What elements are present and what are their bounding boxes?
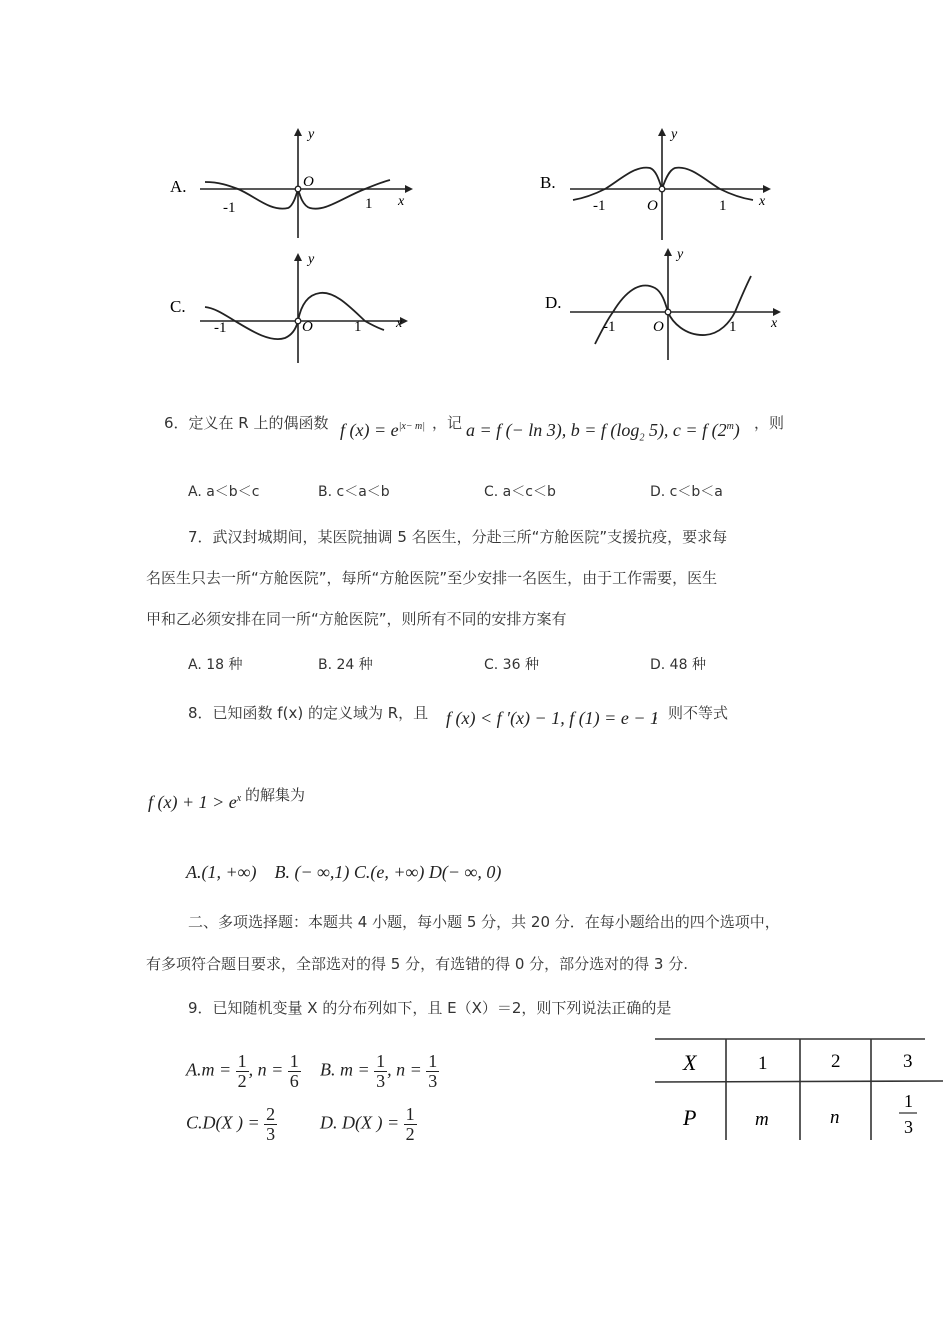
table-x-1: 1 (758, 1053, 768, 1074)
graph-d-yaxis: y (677, 247, 684, 262)
q6-defs2: 5), c = f (2 (644, 420, 727, 440)
q8-ineq-suffix: 的解集为 (245, 786, 306, 804)
graph-c-xaxis: x (396, 316, 403, 331)
graph-b-xaxis: x (759, 194, 766, 209)
q9-option-a[interactable] (186, 1052, 301, 1091)
graph-d-origin: O (653, 319, 664, 335)
q9-opt-a-m-den: 2 (237, 1070, 247, 1091)
graph-a-label: A. (170, 177, 187, 196)
q8-ineq: f (x) + 1 > e (148, 792, 237, 812)
q9-opt-b-n-num: 1 (428, 1051, 438, 1071)
q8-suffix: ，则不等式 (653, 704, 729, 722)
graph-b-pos: 1 (719, 198, 727, 214)
q9-opt-b-m-den: 3 (376, 1070, 386, 1091)
q9-opt-b-n-den: 3 (428, 1070, 438, 1091)
q6-defs-sup: m (726, 421, 734, 432)
q9-opt-a-n-frac (288, 1052, 301, 1091)
table-x-3: 3 (903, 1051, 913, 1072)
q9-opt-b-m-frac (374, 1052, 387, 1091)
table-p-header: P (683, 1105, 697, 1130)
graph-d-neg: -1 (603, 319, 616, 335)
graph-b (535, 120, 795, 250)
table-p-3-den: 3 (904, 1117, 913, 1137)
q9-opt-d-den: 2 (405, 1123, 415, 1144)
table-x-header: X (683, 1050, 697, 1075)
q6-mid: ，记 (432, 414, 463, 432)
graph-c-yaxis: y (308, 252, 315, 267)
q9-opt-a-m-num: 1 (237, 1051, 247, 1071)
graph-b-yaxis: y (671, 127, 678, 142)
graph-b-origin: O (647, 198, 658, 214)
graph-a-origin: O (303, 174, 314, 190)
table-p-2: n (830, 1107, 840, 1128)
graph-a-xaxis: x (398, 194, 405, 209)
q6-defs: a = f (− ln 3), b = f (log (466, 420, 640, 440)
q6-suffix: ，则 (754, 414, 785, 432)
q6-option-b[interactable]: B. c＜a＜b (318, 484, 390, 500)
graph-c-neg: -1 (214, 320, 227, 336)
q6-option-c[interactable]: C. a＜c＜b (484, 484, 556, 500)
q9-opt-c-num: 2 (266, 1104, 276, 1124)
q9-opt-d-num: 1 (405, 1104, 415, 1124)
q6-option-d[interactable]: D. c＜b＜a (650, 484, 723, 500)
graph-b-label: B. (540, 173, 556, 192)
q6-option-a[interactable]: A. a＜b＜c (188, 484, 260, 500)
q9-opt-d-frac (404, 1105, 417, 1144)
graph-a-neg: -1 (223, 200, 236, 216)
graph-b-neg: -1 (593, 198, 606, 214)
graph-c-label: C. (170, 297, 186, 316)
graph-d-label: D. (545, 293, 562, 312)
q7-line-1: 7．武汉封城期间，某医院抽调 5 名医生，分赴三所“方舱医院”支援抗疫，要求每 (188, 528, 728, 546)
q7-line-2: 名医生只去一所“方舱医院”，每所“方舱医院”至少安排一名医生，由于工作需要，医生 (146, 569, 718, 587)
q9-opt-c-label: C.D(X ) = (186, 1112, 260, 1133)
q6-definitions (466, 420, 740, 444)
q9-option-c[interactable] (186, 1105, 277, 1144)
q9-opt-c-frac (264, 1105, 277, 1144)
q9-stem: 9．已知随机变量 X 的分布列如下，且 E（X）＝2，则下列说法正确的是 (188, 999, 672, 1017)
q9-opt-d-label: D. D(X ) = (320, 1112, 400, 1133)
section2-line-1: 二、多项选择题：本题共 4 小题，每小题 5 分，共 20 分．在每小题给出的四个选项中， (188, 913, 780, 931)
q6-defs3: ) (733, 420, 740, 440)
q9-opt-b-m-num: 1 (376, 1051, 386, 1071)
q9-opt-b-n-frac (426, 1052, 439, 1091)
q8-inequality (148, 792, 241, 813)
q9-opt-c-den: 3 (266, 1123, 276, 1144)
q9-opt-a-n-den: 6 (289, 1070, 299, 1091)
q9-opt-a-m-frac (236, 1052, 249, 1091)
table-p-1: m (755, 1109, 769, 1130)
graph-d-xaxis: x (771, 316, 778, 331)
q9-opt-a-label: A.m = (186, 1059, 232, 1080)
q7-option-d[interactable]: D. 48 种 (650, 657, 706, 673)
q6-func-exp: |x− m| (398, 421, 426, 432)
q9-option-d[interactable] (320, 1105, 417, 1144)
section2-line-2: 有多项符合题目要求，全部选对的得 5 分，有选错的得 0 分，部分选对的得 3 分. (146, 955, 689, 973)
q9-distribution-table (655, 1035, 945, 1150)
graph-a-yaxis: y (308, 127, 315, 142)
q8-ineq-sup: x (236, 793, 242, 804)
graph-c (160, 245, 420, 370)
q8-condition: f (x) < f ′(x) − 1, f (1) = e − 1 (446, 708, 659, 728)
q7-option-c[interactable]: C. 36 种 (484, 657, 539, 673)
q6-defs-sub: 2 (639, 432, 645, 444)
table-x-2: 2 (831, 1051, 841, 1072)
q6-function (340, 420, 425, 441)
q7-option-b[interactable]: B. 24 种 (318, 657, 373, 673)
q7-option-a[interactable]: A. 18 种 (188, 657, 243, 673)
q6-prefix: 6．定义在 R 上的偶函数 (164, 414, 329, 432)
graph-a-pos: 1 (365, 196, 373, 212)
q9-option-b[interactable] (320, 1052, 439, 1091)
graph-d (535, 240, 795, 365)
graph-c-pos: 1 (354, 319, 362, 335)
graph-d-pos: 1 (729, 319, 737, 335)
graph-a (160, 120, 420, 250)
q9-opt-a-n-label: , n = (248, 1059, 284, 1080)
q8-prefix: 8．已知函数 f(x) 的定义域为 R，且 (188, 704, 429, 722)
graph-c-origin: O (302, 319, 313, 335)
q9-opt-b-label: B. m = (320, 1059, 370, 1080)
q6-func: f (x) = e (340, 420, 399, 440)
q7-line-3: 甲和乙必须安排在同一所“方舱医院”，则所有不同的安排方案有 (146, 610, 567, 628)
q9-opt-a-n-num: 1 (289, 1051, 299, 1071)
q9-opt-b-n-label: , n = (387, 1059, 422, 1080)
q8-options[interactable]: A.(1, +∞) B. (− ∞,1) C.(e, +∞) D(− ∞, 0) (186, 862, 502, 882)
table-p-3-num: 1 (904, 1091, 913, 1111)
